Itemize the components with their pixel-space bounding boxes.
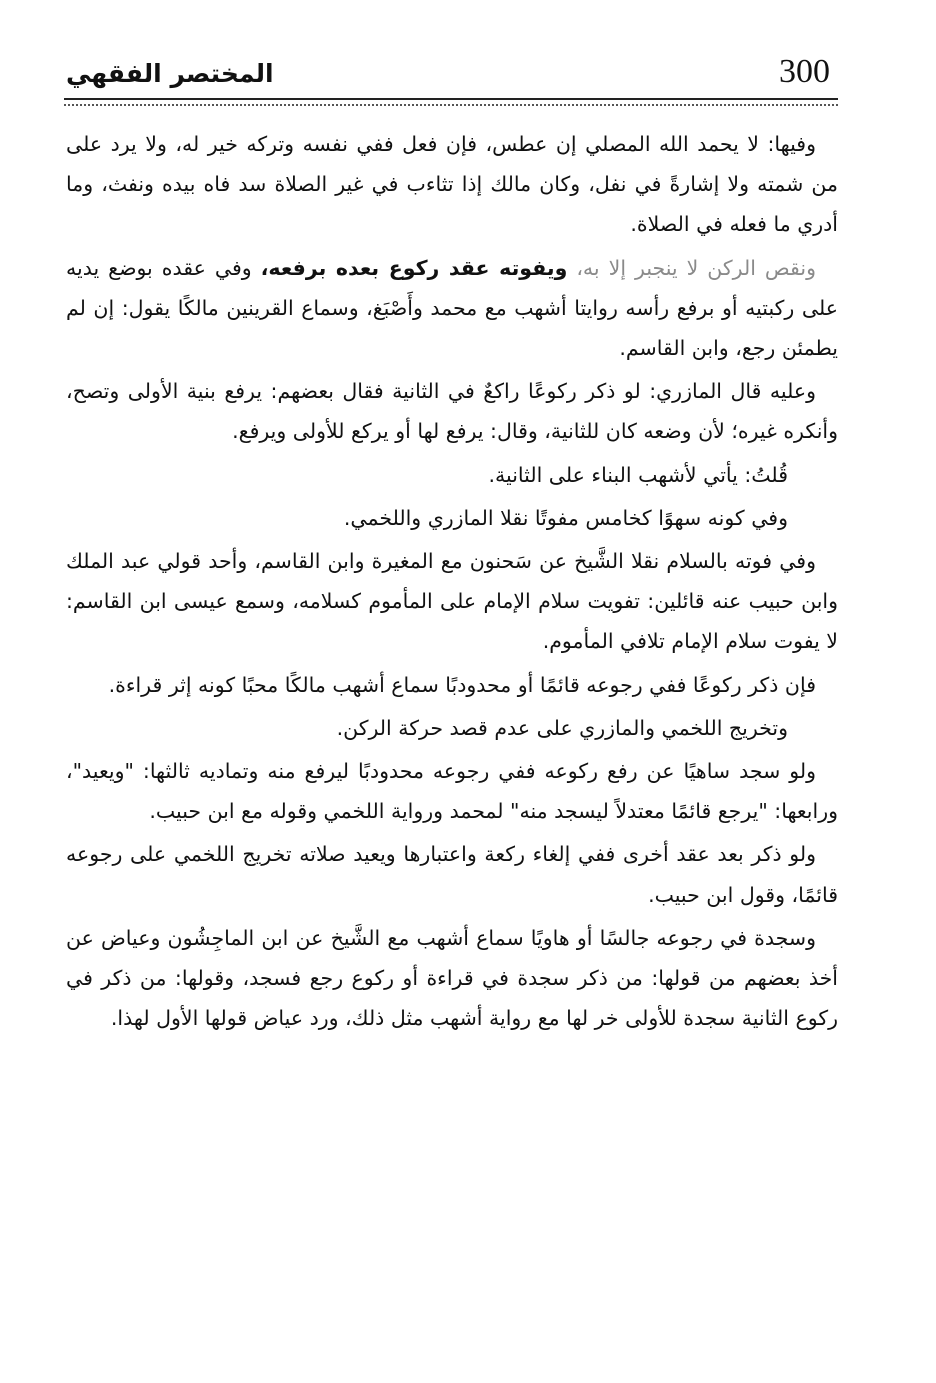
- header-rule: [64, 98, 838, 106]
- paragraph-text: ولو ذكر بعد عقد أخرى ففي إلغاء ركعة واعتبارها ويعيد صلاته تخريج اللخمي على رجوعه قائمًا، وقول ابن حبيب.: [66, 842, 838, 907]
- paragraph-5: [66, 498, 838, 538]
- paragraph-11: [66, 918, 838, 1039]
- paragraph-text: ولو سجد ساهيًا عن رفع ركوعه ففي رجوعه محدودبًا ليرفع منه وتماديه ثالثها: "ويعيد"، ورابعها: "يرجع قائمًا معتدلاً ليسجد منه" لمحمد ورواية اللخمي وقوله مع ابن حبيب.: [66, 759, 838, 824]
- page-number: 300: [779, 53, 830, 90]
- paragraph-text: وفي فوته بالسلام نقلا الشَّيخ عن سَحنون مع المغيرة وابن القاسم، وأحد قولي عبد الملك وابن حبيب عنه قائلين: تفويت سلام الإمام على المأموم كسلامه، وسمع عيسى ابن القاسم: لا يفوت سلام الإمام تلافي المأموم.: [66, 549, 838, 654]
- bold-text: ويفوته عقد ركوع بعده برفعه،: [260, 255, 568, 280]
- paragraph-6: [66, 541, 838, 662]
- paragraph-text: وفي عقده بوضع يديه على ركبتيه أو برفع رأسه روايتا أشهب مع محمد وأَصْبَغ، وسماع القرينين مالكًا يقول: إن لم يطمئن رجع، وابن القاسم.: [66, 255, 838, 361]
- faded-text: ونقص الركن لا ينجبر إلا به،: [567, 255, 816, 280]
- running-title: المختصر الفقهي: [66, 59, 274, 88]
- body-text: [66, 124, 838, 1041]
- paragraph-10: [66, 834, 838, 914]
- paragraph-2: [66, 248, 838, 369]
- paragraph-7: [66, 665, 838, 705]
- paragraph-4: [66, 455, 838, 495]
- paragraph-8: [66, 708, 838, 748]
- paragraph-9: [66, 751, 838, 831]
- paragraph-text: وعليه قال المازري: لو ذكر ركوعًا راكعٌ في الثانية فقال بعضهم: يرفع بنية الأولى وتصح، وأنكره غيره؛ لأن وضعه كان للثانية، وقال: يرفع لها أو يركع للأولى ويرفع.: [66, 379, 838, 444]
- page-header: [66, 52, 836, 96]
- paragraph-text: وفيها: لا يحمد الله المصلي إن عطس، فإن فعل ففي نفسه وتركه خير له، ولا يرد على من شمته ولا إشارةً في نفل، وكان مالك إذا تثاءب في غير الصلاة سد فاه بيده ونفث، وما أدري ما فعله في الصلاة.: [66, 132, 838, 237]
- paragraph-3: [66, 371, 838, 451]
- paragraph-text: وفي كونه سهوًا كخامس مفوتًا نقلا المازري واللخمي.: [343, 505, 788, 530]
- paragraph-text: قُلتُ: يأتي لأشهب البناء على الثانية.: [488, 462, 788, 487]
- paragraph-text: وتخريج اللخمي والمازري على عدم قصد حركة الركن.: [336, 715, 788, 740]
- paragraph-text: وسجدة في رجوعه جالسًا أو هاويًا سماع أشهب مع الشَّيخ عن ابن الماجِشُون وعياض عن أخذ بعضهم من قولها: من ذكر سجدة في قراءة أو ركوع رجع فسجد، وقولها: من ذكر في ركوع الثانية سجدة للأولى خر لها مع رواية أشهب مثل ذلك، ورد عياض قولها الأول لهذا.: [66, 925, 838, 1031]
- paragraph-1: [66, 124, 838, 245]
- paragraph-text: فإن ذكر ركوعًا ففي رجوعه قائمًا أو محدودبًا سماع أشهب مالكًا محبًا كونه إثر قراءة.: [108, 672, 816, 697]
